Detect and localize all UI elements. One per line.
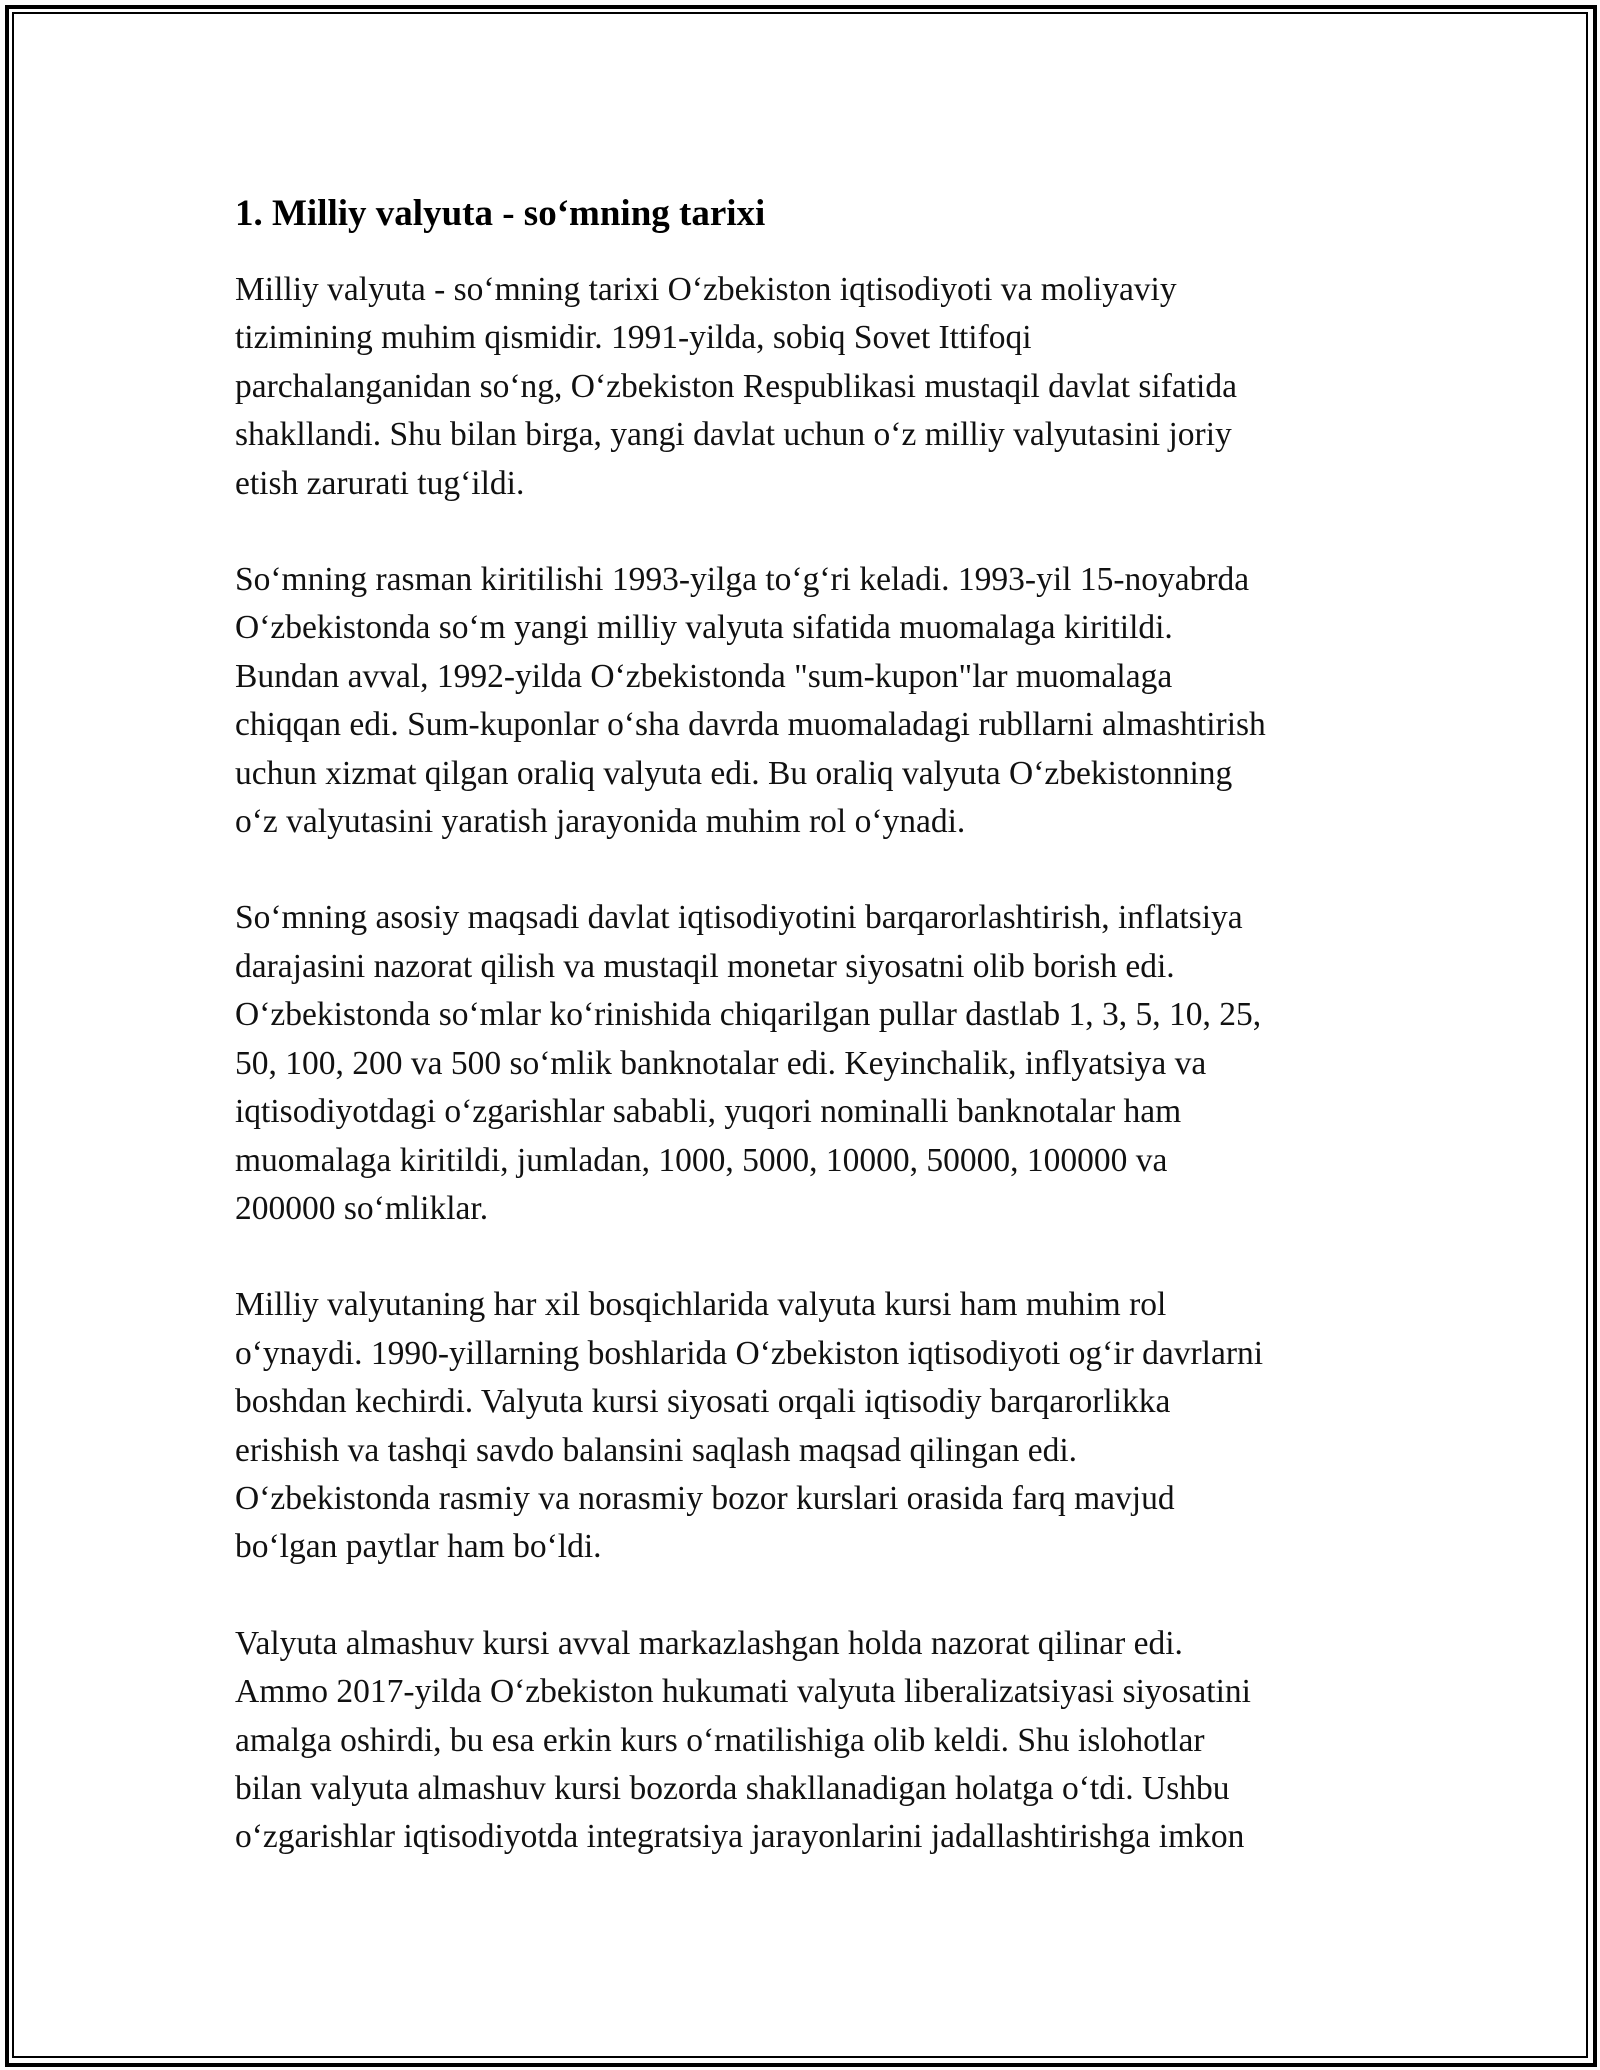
paragraph-line: 50, 100, 200 va 500 so‘mlik banknotalar edi. Keyinchalik, inflyatsiya va (235, 1044, 1207, 1082)
paragraph-line: o‘zgarishlar iqtisodiyotda integratsiya jarayonlarini jadallashtirishga imkon (235, 1818, 1245, 1856)
paragraph-line: Milliy valyutaning har xil bosqichlarida valyuta kursi ham muhim rol (235, 1286, 1167, 1324)
paragraph-line: uchun xizmat qilgan oraliq valyuta edi. Bu oraliq valyuta O‘zbekistonning (235, 754, 1233, 792)
paragraph-line: erishish va tashqi savdo balansini saqlash maqsad qilingan edi. (235, 1431, 1077, 1469)
paragraph-line: Bundan avval, 1992-yilda O‘zbekistonda "sum-kupon"lar muomalaga (235, 657, 1173, 695)
paragraph-line: Ammo 2017-yilda O‘zbekiston hukumati valyuta liberalizatsiyasi siyosatini (235, 1673, 1251, 1711)
paragraph (235, 1620, 1370, 1862)
paragraph-line: chiqqan edi. Sum-kuponlar o‘sha davrda muomaladagi rubllarni almashtirish (235, 706, 1266, 744)
paragraph-line: So‘mning rasman kiritilishi 1993-yilga to‘g‘ri keladi. 1993-yil 15-noyabrda (235, 561, 1250, 599)
paragraph-line: parchalanganidan so‘ng, O‘zbekiston Respublikasi mustaqil davlat sifatida (235, 367, 1237, 405)
section-heading: 1. Milliy valyuta - so‘mning tarixi (235, 193, 766, 234)
paragraph-line: bo‘lgan paytlar ham bo‘ldi. (235, 1528, 602, 1566)
paragraph (235, 894, 1370, 1233)
paragraph-line: muomalaga kiritildi, jumladan, 1000, 5000, 10000, 50000, 100000 va (235, 1141, 1168, 1179)
paragraph-line: Valyuta almashuv kursi avval markazlashgan holda nazorat qilinar edi. (235, 1624, 1183, 1662)
paragraph-line: boshdan kechirdi. Valyuta kursi siyosati orqali iqtisodiy barqarorlikka (235, 1383, 1171, 1421)
paragraph-line: O‘zbekistonda so‘mlar ko‘rinishida chiqarilgan pullar dastlab 1, 3, 5, 10, 25, (235, 996, 1262, 1034)
document-body (235, 188, 1370, 1910)
paragraph (235, 1281, 1370, 1571)
paragraph-line: darajasini nazorat qilish va mustaqil monetar siyosatni olib borish edi. (235, 947, 1175, 985)
paragraph-line: Milliy valyuta - so‘mning tarixi O‘zbekiston iqtisodiyoti va moliyaviy (235, 271, 1177, 308)
paragraph-line: 200000 so‘mliklar. (235, 1189, 489, 1227)
paragraph-line: bilan valyuta almashuv kursi bozorda shakllanadigan holatga o‘tdi. Ushbu (235, 1769, 1230, 1807)
paragraph-line: o‘ynaydi. 1990-yillarning boshlarida O‘zbekiston iqtisodiyoti og‘ir davrlarni (235, 1334, 1264, 1372)
paragraph (235, 266, 1370, 508)
paragraph-line: etish zarurati tug‘ildi. (235, 464, 525, 502)
paragraph-list (235, 266, 1370, 1862)
paragraph-line: O‘zbekistonda rasmiy va norasmiy bozor kurslari orasida farq mavjud (235, 1479, 1175, 1517)
paragraph-line: o‘z valyutasini yaratish jarayonida muhim rol o‘ynadi. (235, 803, 966, 841)
paragraph-line: tizimining muhim qismidir. 1991-yilda, sobiq Sovet Ittifoqi (235, 319, 1032, 357)
paragraph-line: shakllandi. Shu bilan birga, yangi davlat uchun o‘z milliy valyutasini joriy (235, 416, 1232, 454)
paragraph-line: So‘mning asosiy maqsadi davlat iqtisodiyotini barqarorlashtirish, inflatsiya (235, 899, 1243, 937)
paragraph (235, 556, 1370, 846)
paragraph-line: iqtisodiyotdagi o‘zgarishlar sababli, yuqori nominalli banknotalar ham (235, 1093, 1182, 1131)
paragraph-line: amalga oshirdi, bu esa erkin kurs o‘rnatilishiga olib keldi. Shu islohotlar (235, 1721, 1205, 1759)
paragraph-line: O‘zbekistonda so‘m yangi milliy valyuta sifatida muomalaga kiritildi. (235, 609, 1173, 647)
